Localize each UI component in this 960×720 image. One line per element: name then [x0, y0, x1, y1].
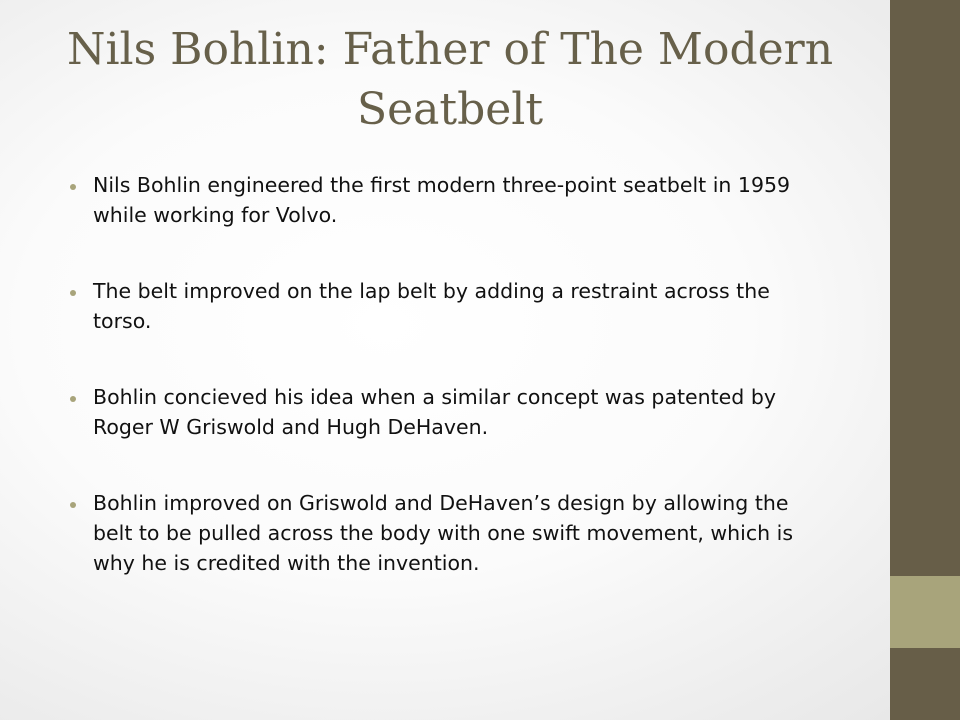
bullet-item	[70, 382, 820, 442]
bullet-text: Bohlin concieved his idea when a similar concept was patented by Roger W Griswold and Hugh DeHaven.	[93, 385, 776, 439]
bullet-dot-icon	[70, 184, 76, 190]
bullet-item	[70, 170, 820, 230]
bullet-item	[70, 276, 820, 336]
slide-title: Nils Bohlin: Father of The Modern Seatbelt	[66, 24, 834, 135]
bullet-item	[70, 488, 820, 578]
bullet-text: The belt improved on the lap belt by adding a restraint across the torso.	[93, 279, 770, 333]
bullet-text: Bohlin improved on Griswold and DeHaven’s design by allowing the belt to be pulled across the body with one swift movement, which is why he is credited with the invention.	[93, 491, 793, 575]
bullet-list	[70, 170, 820, 624]
side-accent-block	[890, 576, 960, 648]
bullet-dot-icon	[70, 290, 76, 296]
bullet-dot-icon	[70, 502, 76, 508]
bullet-text: Nils Bohlin engineered the first modern three-point seatbelt in 1959 while working for Volvo.	[93, 173, 791, 227]
bullet-dot-icon	[70, 396, 76, 402]
